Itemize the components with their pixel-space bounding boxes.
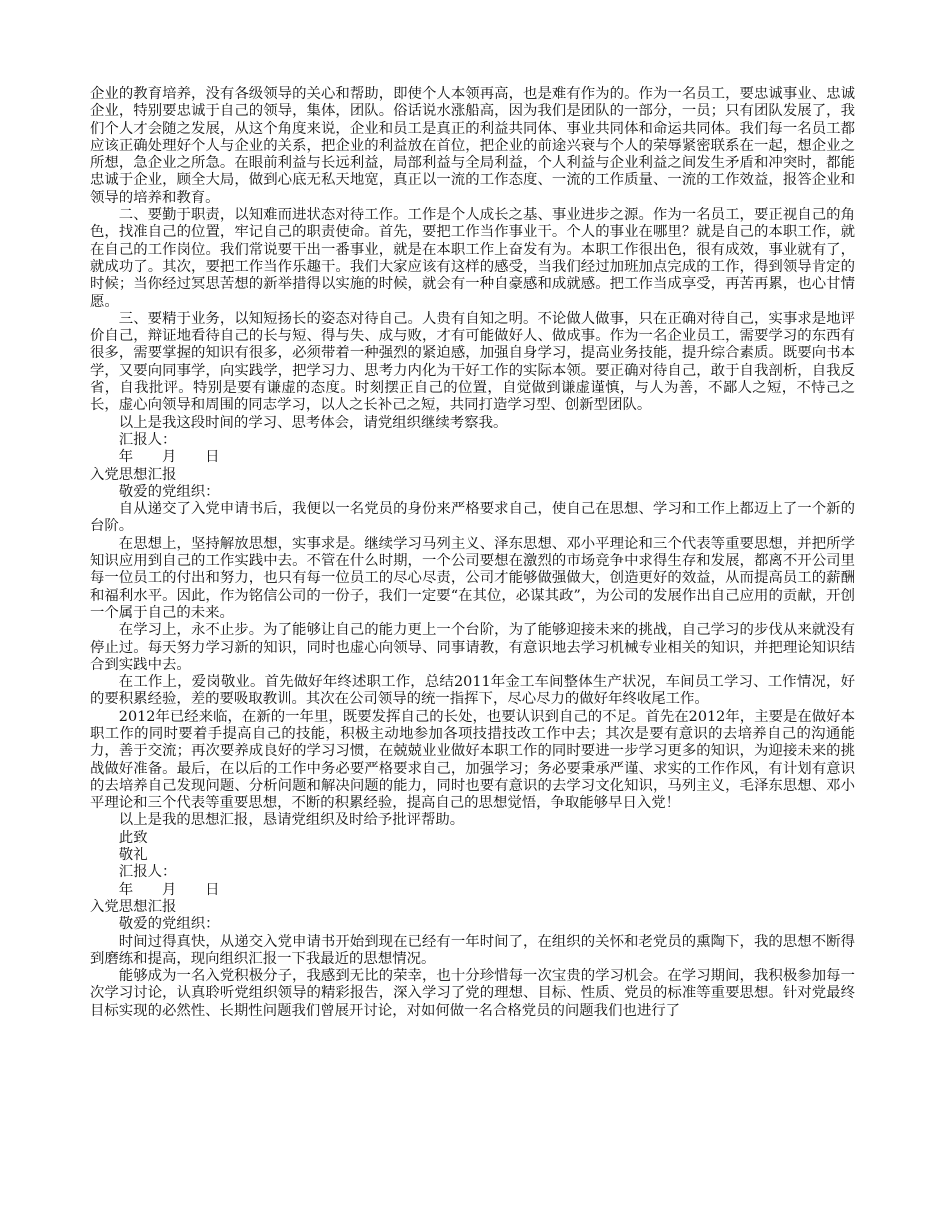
- paragraph-loyalty: 企业的教育培养，没有各级领导的关心和帮助，即使个人本领再高，也是难有作为的。作为一名员工，要忠诚事业、忠诚企业，特别要忠诚于自己的领导，集体，团队。俗话说水涨船高，因为我们是团队的一部分，一员；只有团队发展了，我们个人才会随之发展，从这个角度来说，企业和员工是真正的利益共同体、事业共同体和命运共同体。我们每一名员工都应该正确处理好个人与企业的关系，把企业的利益放在首位，把企业的前途兴衰与个人的荣辱紧密联系在一起，想企业之所想，急企业之所急。在眼前利益与长远利益，局部利益与全局利益，个人利益与企业利益之间发生矛盾和冲突时，都能忠诚于企业，顾全大局，做到心底无私天地宽，真正以一流的工作态度、一流的工作质量、一流的工作效益，报答企业和领导的培养和教育。: [90, 86, 855, 206]
- date-line-2: 年 月 日: [118, 881, 220, 898]
- paragraph-intro-2: 自从递交了入党申请书后，我便以一名党员的身份来严格要求自己，使自己在思想、学习和工作上都迈上了一个新的台阶。: [90, 501, 855, 535]
- paragraph-diligence: 二、要勤于职责，以知难而进状态对待工作。工作是个人成长之基、事业进步之源。作为一名员工，要正视自己的角色，找准自己的位置，牢记自己的职责使命。首先，要把工作当作事业干。个人的事业在哪里？就是自己的本职工作，就在自己的工作岗位。我们常说要干出一番事业，就是在本职工作上奋发有为。本职工作很出色，很有成效，事业就有了，就成功了。其次，要把工作当作乐趣干。我们大家应该有这样的感受，当我们经过加班加点完成的工作，得到领导肯定的时候；当你经过冥思苦想的新举措得以实施的时候，就会有一种自豪感和成就感。把工作当成享受，再苦再累，也心甘情愿。: [90, 207, 855, 310]
- paragraph-intro-3: 时间过得真快，从递交入党申请书开始到现在已经有一年时间了，在组织的关怀和老党员的熏陶下，我的思想不断得到磨练和提高，现向组织汇报一下我最近的思想情况。: [90, 933, 855, 967]
- section-title-3: 入党思想汇报: [90, 898, 177, 915]
- salutation-3: 敬爱的党组织：: [118, 916, 220, 933]
- paragraph-activist: 能够成为一名入党积极分子，我感到无比的荣幸，也十分珍惜每一次宝贵的学习机会。在学习期间，我积极参加每一次学习讨论，认真聆听党组织领导的精彩报告，深入学习了党的理想、目标、性质、党员的标准等重要思想。针对党最终目标实现的必然性、长期性问题我们曾展开讨论，对如何做一名合格党员的问题我们也进行了: [90, 968, 855, 1019]
- closing-jingli: 敬礼: [118, 847, 148, 864]
- document-page: [90, 86, 855, 1020]
- signature-label-1: 汇报人：: [118, 431, 177, 448]
- section-title-2: 入党思想汇报: [90, 466, 177, 483]
- paragraph-closing-1: 以上是我这段时间的学习、思考体会，请党组织继续考察我。: [118, 414, 508, 431]
- closing-cizhi: 此致: [118, 829, 148, 846]
- paragraph-work: 在工作上，爱岗敬业。首先做好年终述职工作，总结2011年金工车间整体生产状况，车间员工学习、工作情况，好的要积累经验，差的要吸取教训。其次在公司领导的统一指挥下，尽心尽力的做好年终收尾工作。: [90, 674, 855, 708]
- salutation-2: 敬爱的党组织：: [118, 483, 220, 500]
- paragraph-study: 在学习上，永不止步。为了能够让自己的能力更上一个台阶，为了能够迎接未来的挑战，自己学习的步伐从来就没有停止过。每天努力学习新的知识，同时也虚心向领导、同事请教，有意识地去学习机械专业相关的知识，并把理论知识结合到实践中去。: [90, 622, 855, 673]
- date-line-1: 年 月 日: [118, 449, 220, 466]
- signature-label-2: 汇报人：: [118, 864, 177, 881]
- paragraph-thought: 在思想上，坚持解放思想，实事求是。继续学习马列主义、泽东思想、邓小平理论和三个代表等重要思想，并把所学知识应用到自己的工作实践中去。不管在什么时期，一个公司要想在激烈的市场竞争中求得生存和发展，都离不开公司里每一位员工的付出和努力，也只有每一位员工的尽心尽责，公司才能够做强做大，创造更好的效益，从而提高员工的薪酬和福利水平。因此，作为铭信公司的一份子，我们一定要“在其位，必谋其政”，为公司的发展作出自己应用的贡献，开创一个属于自己的未来。: [90, 535, 855, 621]
- paragraph-2012: 2012年已经来临，在新的一年里，既要发挥自己的长处，也要认识到自己的不足。首先在2012年，主要是在做好本职工作的同时要着手提高自己的技能，积极主动地参加各项技措技改工作中去；其次是要有意识的去培养自己的沟通能力，善于交流；再次要养成良好的学习习惯，在兢兢业业做好本职工作的同时要进一步学习更多的知识，为迎接未来的挑战做好准备。最后，在以后的工作中务必要严格要求自己，加强学习；务必要秉承严谨、求实的工作作风，有计划有意识的去培养自己发现问题、分析问题和解决问题的能力，同时也要有意识的去学习文化知识，马列主义，毛泽东思想、邓小平理论和三个代表等重要思想，不断的积累经验，提高自己的思想觉悟，争取能够早日入党！: [90, 708, 855, 812]
- paragraph-closing-2: 以上是我的思想汇报，恳请党组织及时给予批评帮助。: [118, 812, 465, 829]
- paragraph-proficiency: 三、要精于业务，以知短扬长的姿态对待自己。人贵有自知之明。不论做人做事，只在正确对待自己，实事求是地评价自己，辩证地看待自己的长与短、得与失、成与败，才有可能做好人、做成事。作为一名企业员工，需要学习的东西有很多，需要掌握的知识有很多，必须带着一种强烈的紧迫感，加强自身学习，提高业务技能，提升综合素质。既要向书本学，又要向同事学，向实践学，把学习力、思考力内化为干好工作的实际本领。要正确对待自己，敢于自我剖析，自我反省，自我批评。特别是要有谦虚的态度。时刻摆正自己的位置，自觉做到谦虚谨慎，与人为善，不鄙人之短，不恃己之长，虚心向领导和周围的同志学习，以人之长补己之短，共同打造学习型、创新型团队。: [90, 310, 855, 414]
